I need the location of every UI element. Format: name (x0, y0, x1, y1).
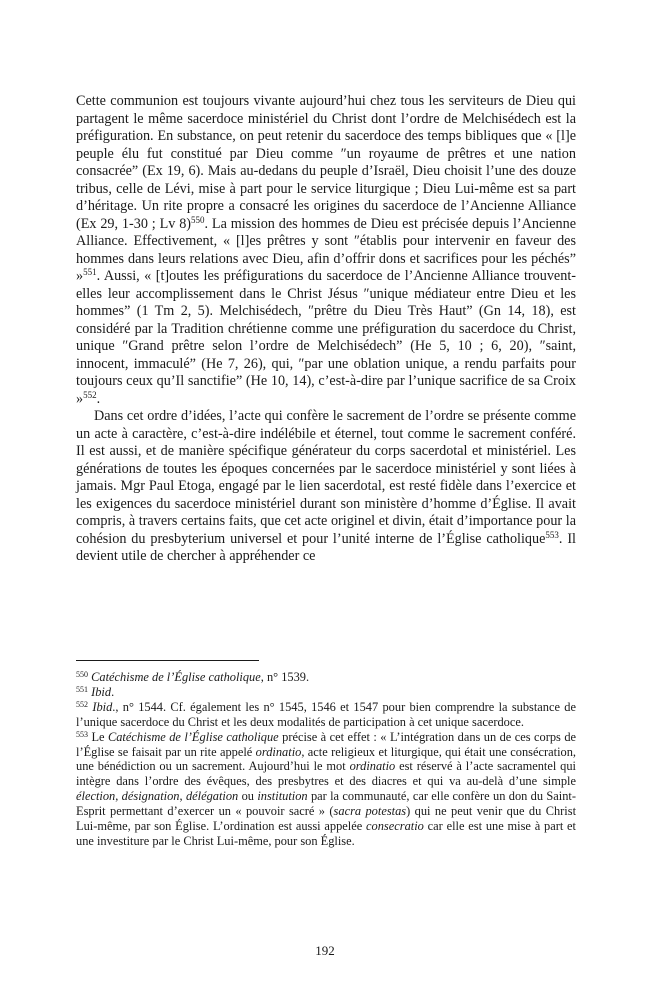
text-run: , (115, 789, 122, 804)
italic-text: élection (76, 789, 116, 804)
text-run: car elle est une mise à part et une investiture par le Christ Lui-même, pour son Église. (76, 819, 576, 848)
italic-text: institution (257, 789, 308, 804)
text-run: par la communauté, car elle confère un don du Saint-Esprit permettant d’exercer un « pouvoir sacré » ( (76, 789, 577, 819)
paragraph (76, 93, 576, 408)
text-run: . La mission des hommes de Dieu est précisée depuis l’Ancienne Alliance. Effectivement, « [l]es prêtres y sont ″établis pour intervenir en faveur des hommes dans leurs relations avec Dieu, afin d’offrir dons et sacrifices pour les péchés” » (76, 215, 576, 284)
italic-text: sacra potestas (333, 804, 407, 819)
text-run: Dans cet ordre d’idées, l’acte qui confère le sacrement de l’ordre se présente comme un acte à caractère, c’est-à-dire indélébile et éternel, tout comme le sacrement conféré. Il est aussi, et de manière spécifique générateur du corps sacerdotal et ministériel. Les générations de toutes les époques concernées par le sacerdoce ministériel y sont liées à jamais. Mgr Paul Etoga, engagé par le lien sacerdotal, est resté fidèle dans l’exercice et les exigences du sacerdoce ministériel durant son ministère d’homme d’Église. Il avait compris, à travers certains faits, que cet acte originel et divin, était d’importance pour la cohésion du presbyterium universel et pour l’unité interne de l’Église catholique (76, 408, 576, 547)
footnote-number: 551 (76, 684, 88, 694)
text-run: est réservé à l’acte sacramentel qui intègre dans l’ordre des évêques, des presbytres et des diacres et qui va au-delà d’une simple (76, 759, 576, 789)
italic-text: délégation (185, 789, 239, 804)
italic-text: Ibid (92, 699, 113, 714)
text-run: . (96, 390, 101, 407)
footnote-number: 550 (76, 670, 88, 679)
text-run: ou (238, 789, 258, 804)
footnote (76, 700, 576, 730)
footnote (76, 670, 576, 685)
italic-text: ordinatio (349, 759, 396, 774)
text-run: . Aussi, « [t]outes les préfigurations du sacerdoce de l’Ancienne Alliance trouvent-elles leur accomplissement dans le Christ Jésus ″unique médiateur entre Dieu et les hommes” (1 Tm 2, 5). Melchisédech, ″prêtre du Dieu Très Haut” (Gn 14, 18), est considéré par la Tradition chrétienne comme une préfiguration du sacerdoce du Christ, unique ″Grand prêtre selon l’ordre de Melchisédech” (He 5, 10 ; 6, 20), ″saint, innocent, immaculé” (He 7, 26), qui, ″par une oblation unique, a rendu parfaits pour toujours ceux qu’Il sanctifie” (He 10, 14), c’est-à-dire par l’unique sacrifice de sa Croix » (76, 268, 576, 407)
text-run: ) qui ne peut venir que du Christ Lui-même, par son Église. L’ordination est aussi appelée (76, 804, 577, 834)
italic-text: Catéchisme de l’Église catholique (91, 670, 261, 684)
text-run: . Il devient utile de chercher à appréhender ce (76, 530, 577, 564)
footnote-reference: 550 (191, 214, 205, 225)
footnote-number: 553 (76, 729, 88, 739)
text-run: , n° 1539. (260, 670, 310, 684)
text-run: précise à cet effet : « L’intégration dans un de ces corps de l’Église se faisait par un rite appelé (76, 729, 577, 759)
footnote-number: 552 (76, 699, 88, 709)
footnote-reference: 553 (545, 529, 559, 540)
text-run: , (179, 789, 186, 804)
text-run: ., n° 1544. Cf. également les n° 1545, 1546 et 1547 pour bien comprendre la substance de l’unique sacerdoce du Christ et les deux modalités de participation à cet unique sacerdoce. (76, 699, 576, 729)
page-number: 192 (315, 943, 335, 958)
main-text (76, 93, 576, 566)
text-run: , acte religieux et liturgique, qui était une consécration, une bénédiction ou un sacrement. Aujourd’hui le mot (76, 744, 576, 774)
footnote (76, 730, 576, 849)
footnote-separator (76, 660, 259, 661)
footnote (76, 685, 576, 700)
italic-text: consecratio (366, 819, 424, 834)
italic-text: Ibid (91, 684, 112, 699)
text-run: Cette communion est toujours vivante aujourd’hui chez tous les serviteurs de Dieu qui partagent le même sacerdoce ministériel du Christ dont l’ordre de Melchisédech est la préfiguration. En substance, on peut retenir du sacerdoce des temps bibliques que « [l]e peuple élu fut constitué par Dieu comme ″un royaume de prêtres et une nation consacrée” (Ex 19, 6). Mais au-dedans du peuple d’Israël, Dieu choisit l’une des douze tribus, celle de Lévi, mise à part pour le service liturgique ; Dieu Lui-même est sa part d’héritage. Un rite propre a consacré les origines du sacerdoce de l’Ancienne Alliance (Ex 29, 1-30 ; Lv 8) (76, 93, 576, 232)
text-run: . (111, 684, 115, 699)
paragraph (76, 408, 576, 566)
italic-text: désignation (121, 789, 180, 804)
italic-text: ordinatio (255, 744, 302, 759)
footnote-reference: 551 (83, 267, 97, 277)
footnotes (76, 670, 576, 849)
footnote-reference: 552 (83, 389, 97, 400)
italic-text: Catéchisme de l’Église catholique (107, 729, 279, 744)
text-run: Le (88, 729, 108, 744)
